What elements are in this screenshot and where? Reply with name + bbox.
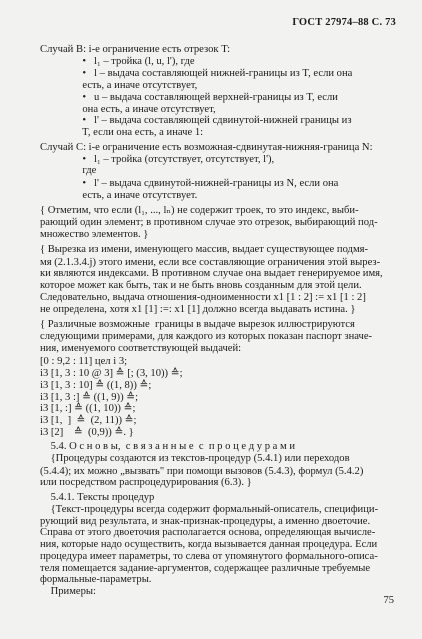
text-line: где xyxy=(40,165,97,177)
text-line: • l₁ – тройка (l, u, l'), где xyxy=(40,55,195,67)
text-line: следующими примерами, для каждого из которых показан паспорт значе- xyxy=(40,330,373,342)
text-line: которое может как быть, так и не быть вновь созданным для этой цели. xyxy=(40,280,362,292)
text-line: { Вырезка из имени, именующего массив, выдает существующее подмя- xyxy=(40,244,369,255)
text-line: • l₁ – тройка (отсутствует, отсутствует, l'), xyxy=(40,153,275,165)
text-line: Примеры: xyxy=(40,586,96,598)
text-line: формальные-параметры. xyxy=(40,574,152,586)
text-line: 5.4. О с н о в ы, с в я з а н н ы е с п р о ц е д у р а м и xyxy=(40,441,296,453)
text-line: ния, именуемого соответствующей выдачей: xyxy=(40,342,242,354)
text-line: i3 [1, 3 : 10 @ 3] ≙ [; (3, 10)) ≙; xyxy=(40,367,183,379)
text-line: ния, которые надо осуществить, когда вызывается данная процедура. Если xyxy=(40,539,378,551)
text-line: рующий вид результата, и знак-признак-процедуры, а именно двоеточие. xyxy=(40,515,371,527)
text-line: не определена, хотя x1 [1] :=: x1 [1] должно всегда выдавать истина. } xyxy=(40,303,356,315)
text-line: множество элементов. } xyxy=(40,228,149,240)
text-line: • l – выдача составляющей нижней-границы из T, если она xyxy=(40,67,353,79)
text-line: i3 [1, 3 :] ≙ ((1, 9)) ≙; xyxy=(40,391,139,403)
text-line: ки являются индексами. В противном случае она выдает генерируемое имя, xyxy=(40,268,383,280)
text-line: i3 [2] ≙ (0,9)) ≙. } xyxy=(40,426,134,438)
text-line: i3 [1, ] ≙ (2, 11)) ≙; xyxy=(40,415,137,427)
text-line: Случай B: i-е ограничение есть отрезок T: xyxy=(40,44,231,55)
text-line: или посредством распроцедурирования (6.3). } xyxy=(40,477,252,489)
text-line: • l' – выдача составляющей сдвинутой-нижней границы из xyxy=(40,115,352,127)
text-line: теля помещается задание-аргументов, содержащее различные требуемые xyxy=(40,562,371,574)
text-line: 5.4.1. Тексты процедур xyxy=(40,491,155,503)
text-line: • u – выдача составляющей верхней-границы из T, если xyxy=(40,91,338,103)
text-line: Справа от этого двоеточия располагается основа, определяющая вычисле- xyxy=(40,527,376,539)
text-line: она есть, а иначе отсутствует, xyxy=(40,103,216,115)
page-header: ГОСТ 27974–88 С. 73 xyxy=(292,17,396,28)
text-line: [0 : 9,2 : 11] цел i 3; xyxy=(40,356,128,368)
text-line: i3 [1, 3 : 10] ≙ ((1, 8)) ≙; xyxy=(40,379,152,391)
text-line: {Текст-процедуры всегда содержит формальный-описатель, специфици- xyxy=(40,503,379,515)
text-line: • l' – выдача сдвинутой-нижней-границы из N, если она xyxy=(40,177,339,189)
text-line: { Отметим, что если (l₁, ..., lₙ) не содержит троек, то это индекс, выби- xyxy=(40,205,359,217)
text-line: i3 [1, :] ≙ ((1, 10)) ≙; xyxy=(40,403,136,415)
text-line: (5.4.4); их можно „вызвать" при помощи вызовов (5.4.3), формул (5.4.2) xyxy=(40,465,364,477)
text-line: есть, а иначе отсутствует. xyxy=(40,189,198,201)
text-line: {Процедуры создаются из текстов-процедур (5.4.1) или переходов xyxy=(40,453,350,465)
text-line: есть, а иначе отсутствует, xyxy=(40,80,198,92)
page-number: 75 xyxy=(383,595,394,606)
text-line: рающий один элемент; в противном случае это отрезок, выбирающий под- xyxy=(40,216,378,228)
text-line: { Различные возможные границы в выдаче вырезок иллюстрируются xyxy=(40,319,355,331)
text-line: Следовательно, выдача отношения-одноименности x1 [1 : 2] := x1 [1 : 2] xyxy=(40,291,366,303)
text-line: мя (2.1.3.4.j) этого имени, если все составляющие ограничения этой вырез- xyxy=(40,256,381,268)
text-line: процедура имеет параметры, то слева от упомянутого формального-описа- xyxy=(40,550,378,562)
text-line: Случай C: i-е ограничение есть возможная-сдвинутая-нижняя-граница N: xyxy=(40,141,373,153)
text-line: T, если она есть, а иначе 1: xyxy=(40,127,204,139)
